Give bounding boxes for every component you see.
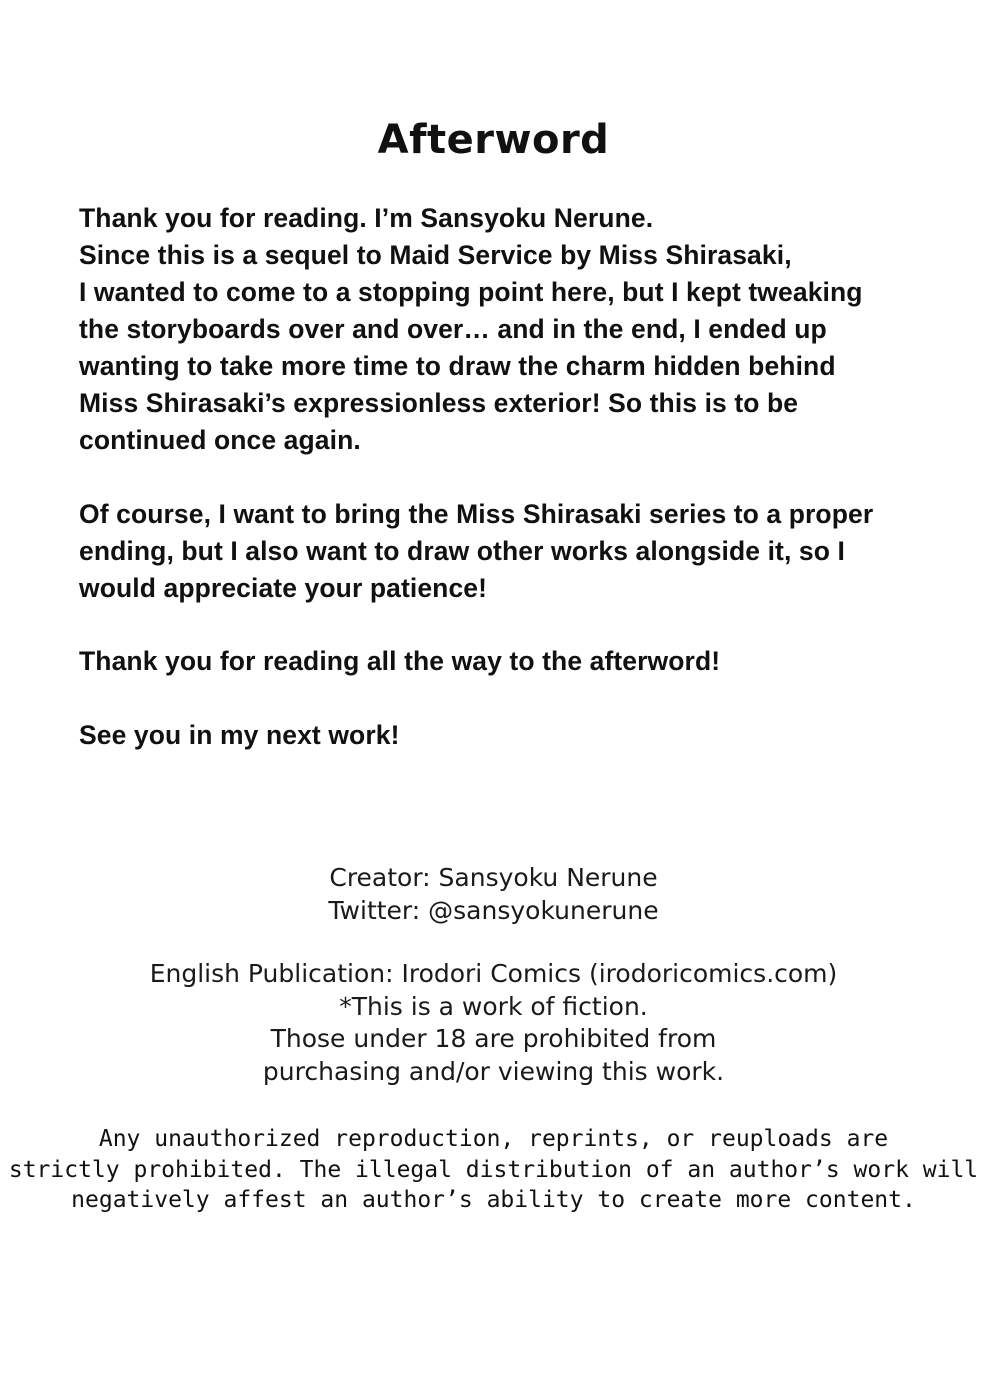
paragraph-line: would appreciate your patience!	[79, 573, 488, 603]
age-restriction-line: purchasing and/or viewing this work.	[262, 1056, 725, 1086]
notice-line: Any unauthorized reproduction, reprints, or reuploads are	[98, 1126, 889, 1152]
paragraph-text: Miss Shirasaki’s expressionless exterior! So this is	[79, 388, 735, 418]
paragraph-line: the storyboards over and over… and in the end, I ended up	[79, 314, 827, 344]
paragraph-line: Thank you for reading all the way to the afterword!	[79, 646, 721, 676]
paragraph-thanks	[79, 643, 939, 680]
publisher-line: English Publication: Irodori Comics (irodoricomics.com)	[149, 959, 838, 988]
paragraph-series	[79, 496, 939, 607]
notice-line: negatively affest an author’s ability to create more content.	[71, 1187, 916, 1213]
publication-credits	[0, 958, 987, 1088]
notice-line: strictly prohibited. The illegal distribution of an author’s work will	[8, 1156, 979, 1183]
emphasis-text: to be	[734, 388, 799, 418]
paragraph-text: once again.	[206, 425, 361, 455]
copyright-notice	[0, 1124, 987, 1216]
creator-credits	[0, 862, 987, 927]
paragraph-line: See you in my next work!	[79, 720, 400, 750]
twitter-handle: Twitter: @sansyokunerune	[328, 895, 659, 925]
paragraph-line	[79, 385, 939, 422]
fiction-disclaimer: *This is a work of fiction.	[339, 991, 648, 1021]
paragraph-line	[79, 422, 939, 459]
paragraph-farewell	[79, 717, 939, 754]
paragraph-line: wanting to take more time to draw the charm hidden behind	[79, 351, 836, 381]
emphasis-text: continued	[79, 425, 207, 455]
page-title: Afterword	[377, 117, 610, 163]
paragraph-line: I wanted to come to a stopping point here, but I kept tweaking	[79, 277, 863, 307]
paragraph-line: Thank you for reading. I’m Sansyoku Nerune.	[79, 203, 654, 233]
paragraph-intro	[79, 200, 939, 459]
paragraph-line: Of course, I want to bring the Miss Shirasaki series to a proper	[79, 499, 874, 529]
age-restriction-line: Those under 18 are prohibited from	[270, 1024, 717, 1053]
paragraph-line: ending, but I also want to draw other works alongside it, so I	[79, 536, 845, 566]
paragraph-line: Since this is a sequel to Maid Service by Miss Shirasaki,	[79, 240, 792, 270]
creator-line: Creator: Sansyoku Nerune	[329, 863, 658, 892]
